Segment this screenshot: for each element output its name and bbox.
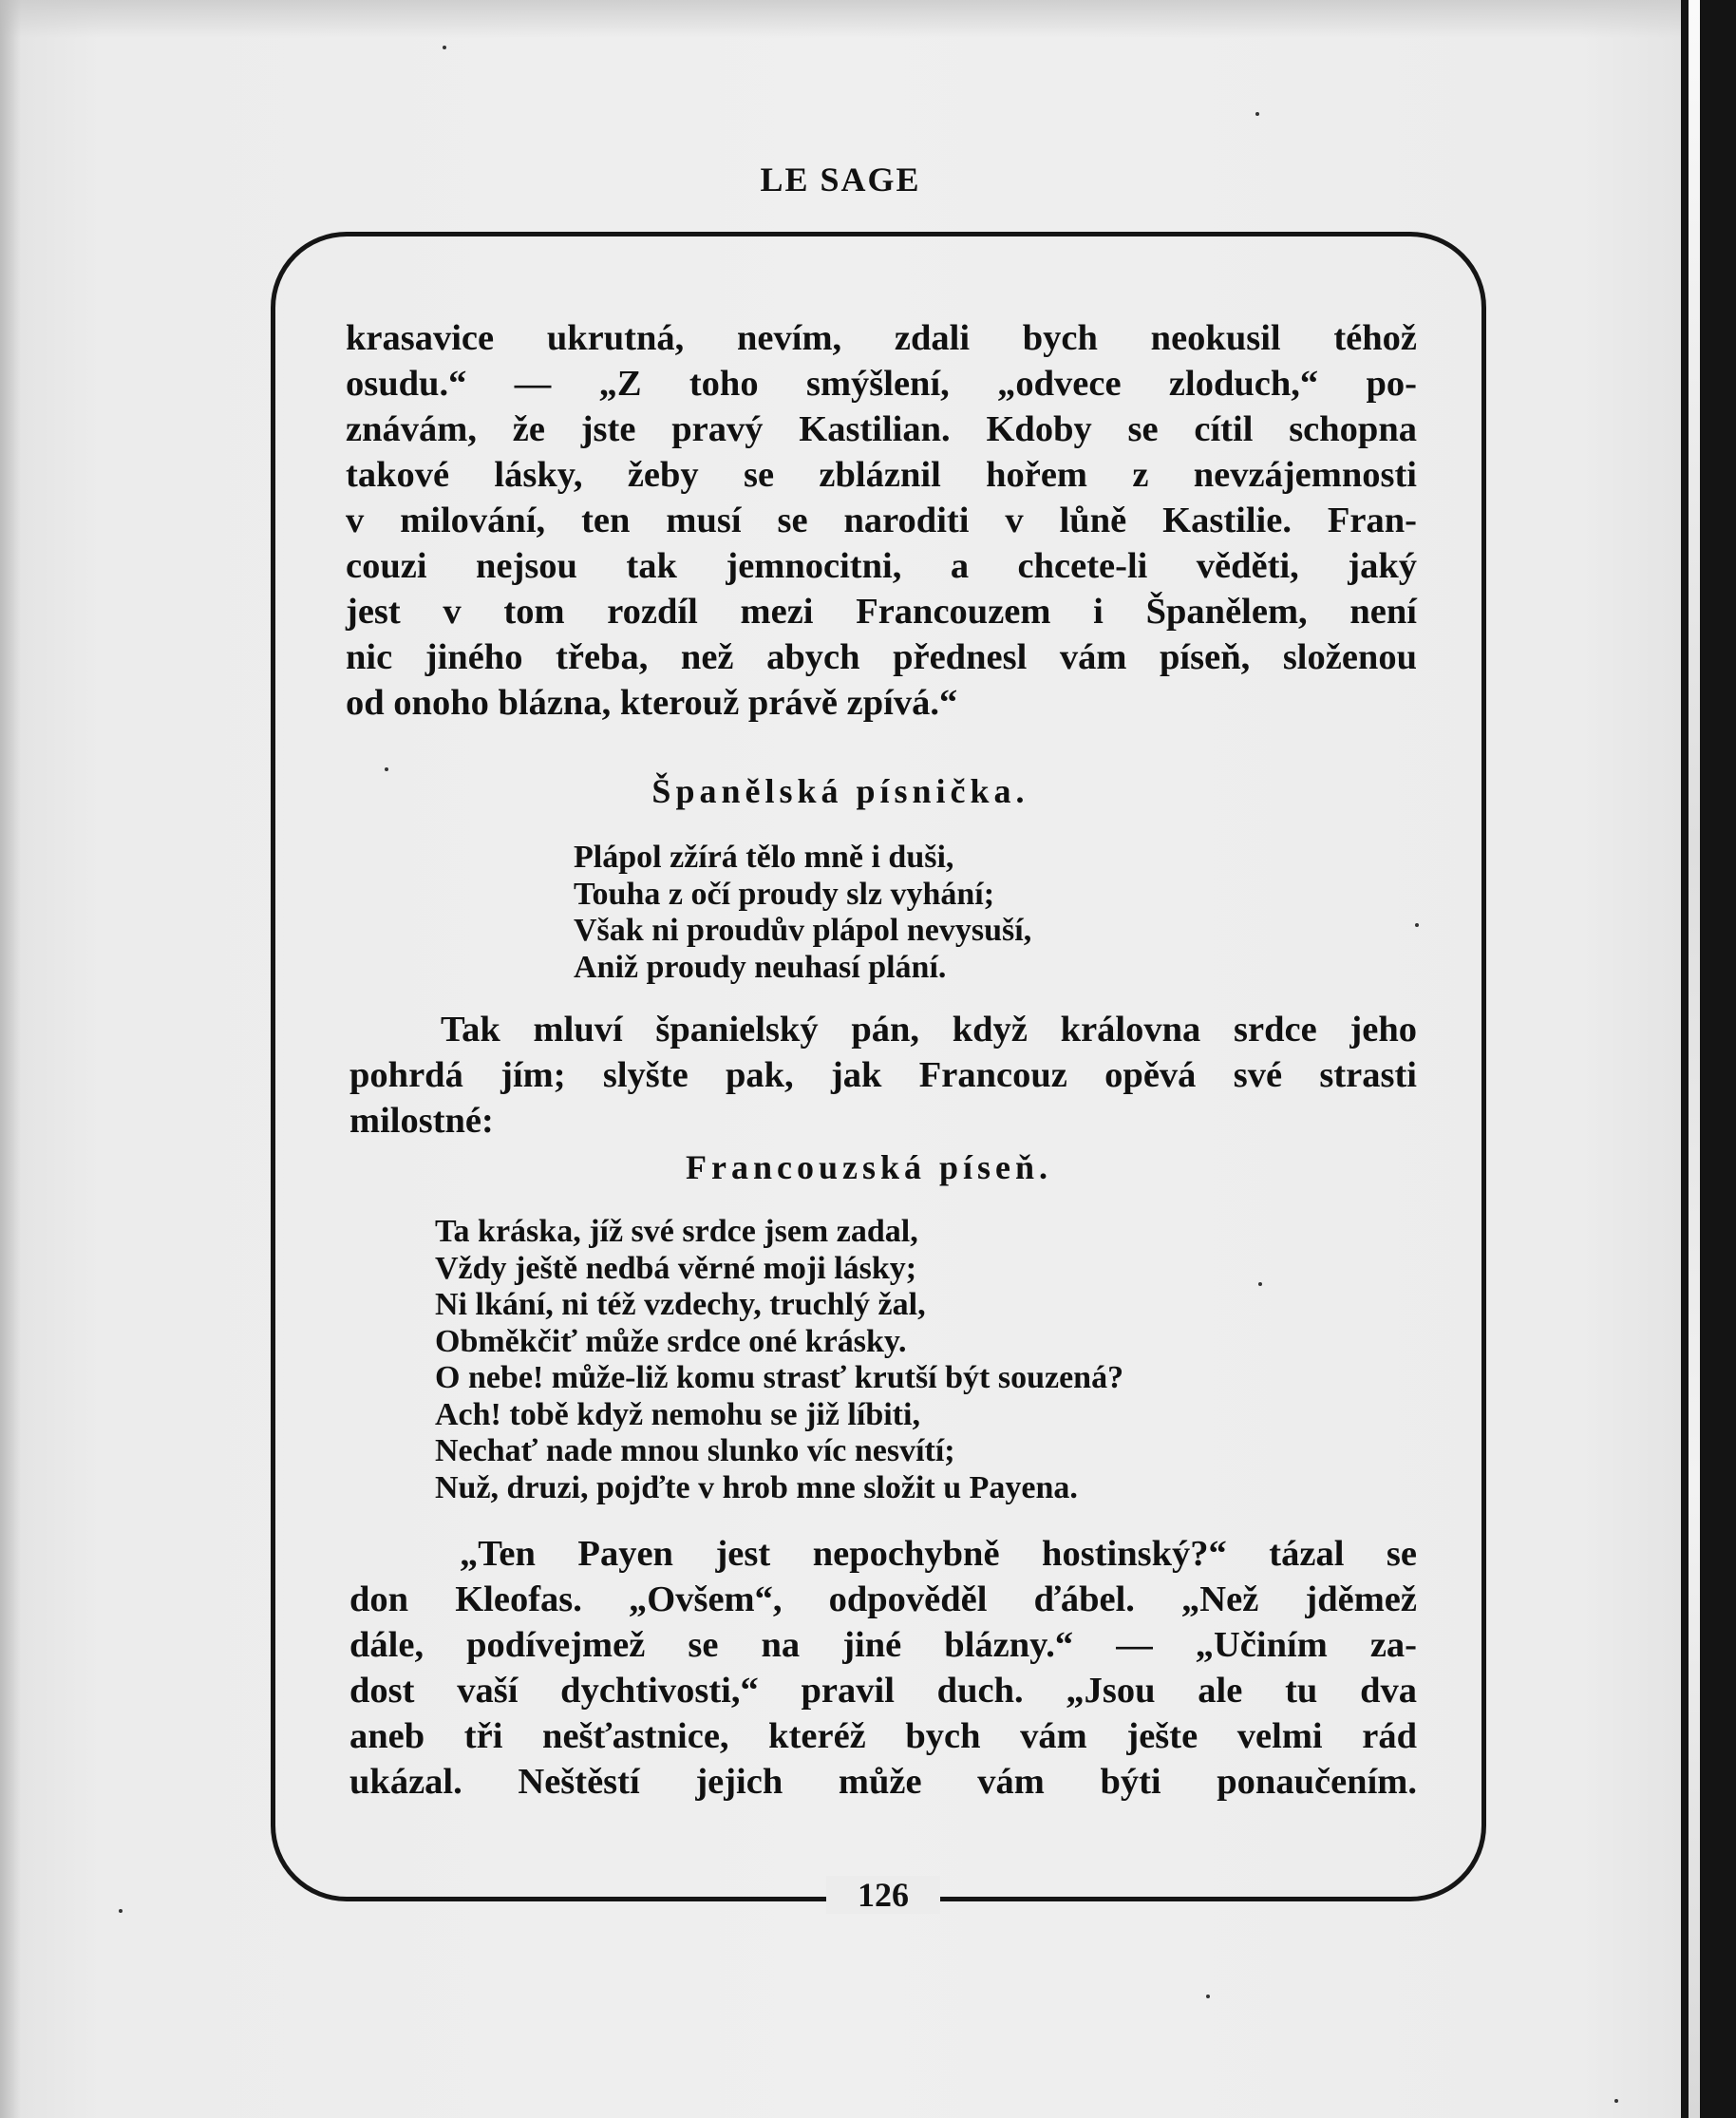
- paragraph-2: [349, 1007, 1417, 1144]
- paragraph-line: nic jiného třeba, než abych přednesl vám píseň, složenou: [346, 637, 1417, 677]
- verse-line: O nebe! může-liž komu strasť krutší být souzená?: [435, 1360, 1124, 1395]
- verse-line: Obměkčiť může srdce oné krásky.: [435, 1323, 907, 1359]
- paragraph-line: od onoho blázna, kterouž právě zpívá.“: [346, 683, 958, 723]
- song-spanish-verse: [574, 840, 1031, 986]
- paragraph-line: don Kleofas. „Ovšem“, odpověděl ďábel. „Než jděmež: [349, 1579, 1417, 1619]
- scan-speck: [1258, 1282, 1262, 1286]
- running-head: LE SAGE: [760, 161, 921, 199]
- verse-line: Však ni proudův plápol nevysuší,: [574, 913, 1032, 948]
- song-title-french: Francouzská píseň.: [685, 1148, 1053, 1186]
- next-page-edge: [1689, 0, 1700, 2118]
- paragraph-line: krasavice ukrutná, nevím, zdali bych neokusil téhož: [346, 318, 1417, 358]
- paragraph-line: pohrdá jím; slyšte pak, jak Francouz opěvá své strasti: [349, 1055, 1417, 1095]
- paragraph-line: ukázal. Neštěstí jejich může vám býti ponaučením.: [349, 1762, 1417, 1802]
- verse-line: Nuž, druzi, pojďte v hrob mne složit u Payena.: [435, 1469, 1078, 1505]
- scan-speck: [1206, 1995, 1210, 1998]
- scan-speck: [385, 767, 388, 771]
- paragraph-line: znávám, že jste pravý Kastilian. Kdoby se cítil schopna: [346, 409, 1417, 449]
- song-french-verse: [435, 1214, 1123, 1506]
- scan-speck: [1255, 112, 1259, 116]
- page-number: 126: [858, 1876, 909, 1914]
- paragraph-line: aneb tři nešťastnice, kteréž bych vám ješte velmi rád: [349, 1716, 1417, 1756]
- paragraph-line: v milování, ten musí se naroditi v lůně Kastilie. Fran-: [346, 501, 1417, 540]
- page-top-shadow: [0, 0, 1681, 38]
- paragraph-3: [349, 1531, 1417, 1805]
- verse-line: Aniž proudy neuhasí plání.: [574, 949, 947, 985]
- paragraph-line: dost vaší dychtivosti,“ pravil duch. „Jsou ale tu dva: [349, 1671, 1417, 1711]
- song-title-spanish: Španělská písnička.: [651, 772, 1029, 810]
- paragraph-line: jest v tom rozdíl mezi Francouzem i Španělem, není: [346, 592, 1417, 632]
- paragraph-1: [346, 315, 1417, 726]
- scan-speck: [119, 1909, 123, 1913]
- paragraph-line: osudu.“ — „Z toho smýšlení, „odvece zloduch,“ po-: [346, 364, 1417, 404]
- paragraph-line: Tak mluví španielský pán, když královna srdce jeho: [441, 1010, 1417, 1050]
- scan-speck: [1415, 923, 1419, 927]
- paragraph-line: takové lásky, žeby se zbláznil hořem z nevzájemnosti: [346, 455, 1417, 495]
- page-left-edge: [0, 0, 21, 2118]
- verse-line: Ni lkání, ni též vzdechy, truchlý žal,: [435, 1287, 926, 1322]
- verse-line: Ta kráska, jíž své srdce jsem zadal,: [435, 1214, 918, 1249]
- paragraph-line: couzi nejsou tak jemnocitni, a chcete-li věděti, jaký: [346, 546, 1417, 586]
- scan-speck: [443, 46, 446, 49]
- verse-line: Vždy ještě nedbá věrné moji lásky;: [435, 1250, 917, 1286]
- verse-line: Nechať nade mnou slunko víc nesvítí;: [435, 1433, 955, 1468]
- verse-line: Ach! tobě když nemohu se již líbiti,: [435, 1396, 920, 1432]
- verse-line: Plápol zžírá tělo mně i duši,: [574, 840, 954, 875]
- scan-speck: [1614, 2099, 1618, 2103]
- verse-line: Touha z očí proudy slz vyhání;: [574, 876, 995, 912]
- paragraph-line: „Ten Payen jest nepochybně hostinský?“ tázal se: [460, 1534, 1417, 1574]
- paragraph-line: dále, podívejmež se na jiné blázny.“ — „Učiním za-: [349, 1625, 1417, 1665]
- paragraph-line: milostné:: [349, 1101, 494, 1141]
